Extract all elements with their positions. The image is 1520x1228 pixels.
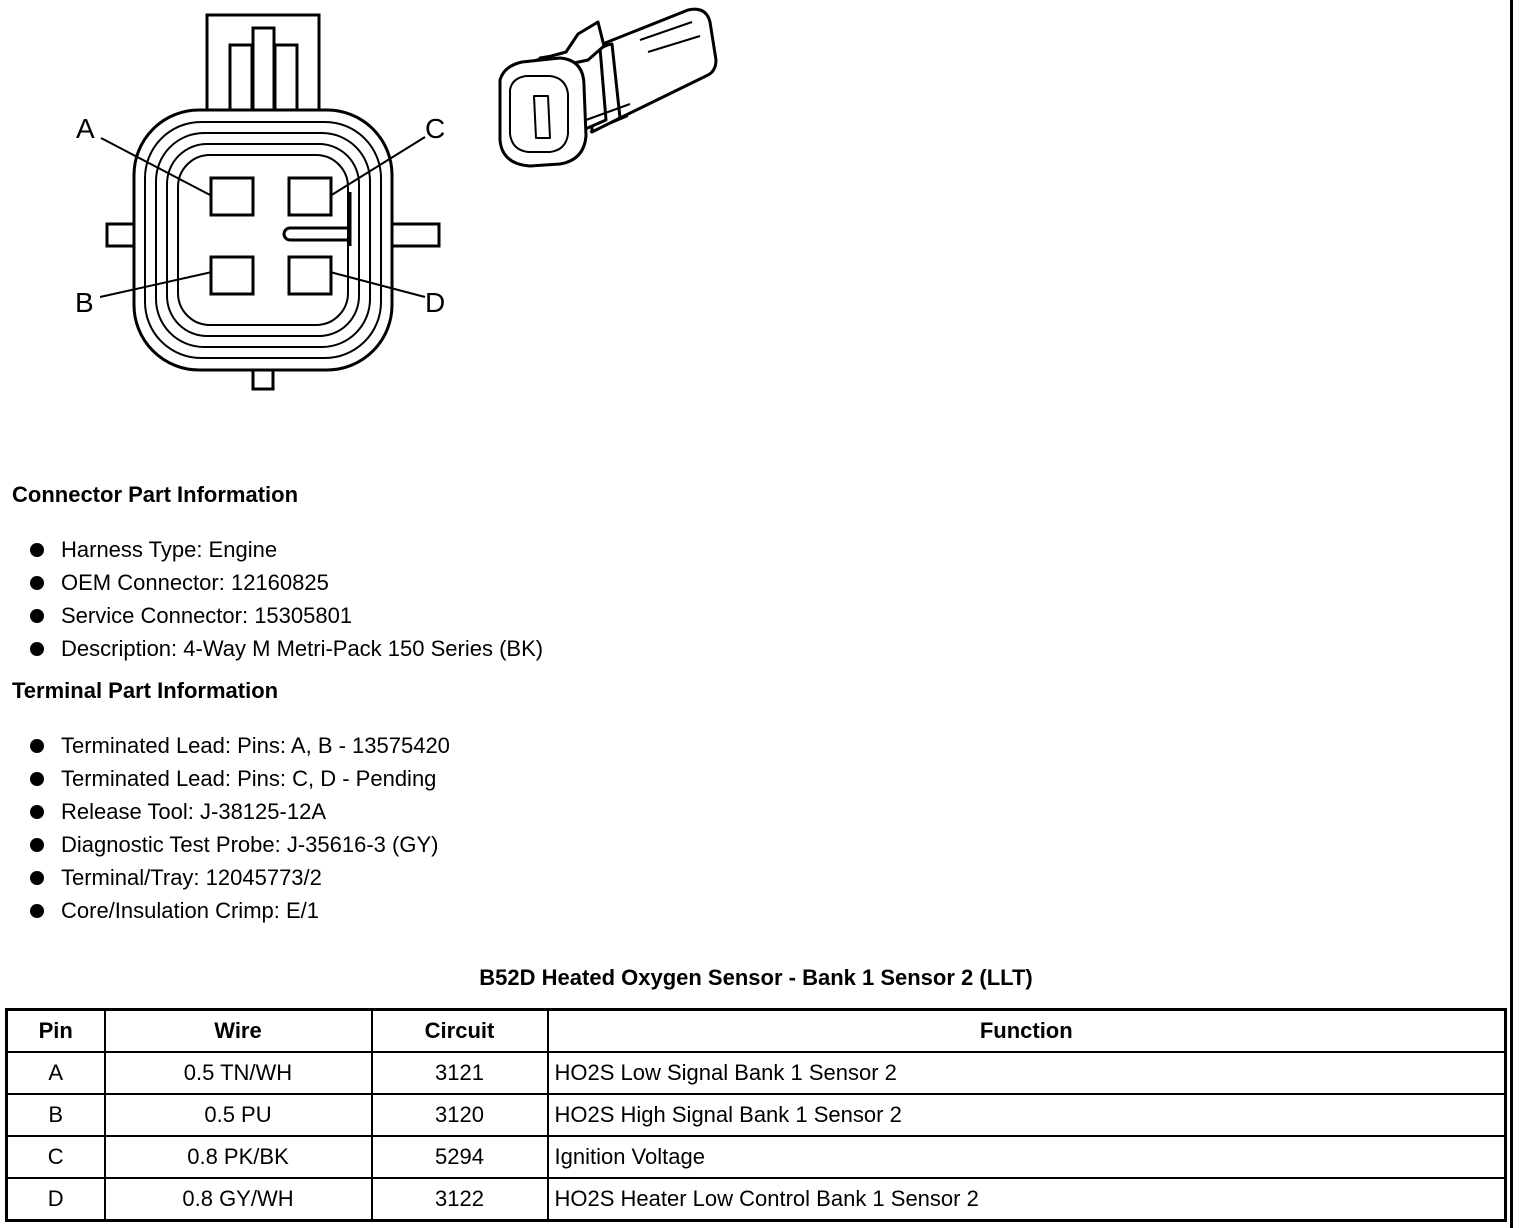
pin-cell: B xyxy=(7,1094,105,1136)
list-item: Terminated Lead: Pins: A, B - 13575420 xyxy=(28,729,450,762)
cavity-b xyxy=(211,257,253,294)
column-header-wire: Wire xyxy=(105,1010,372,1053)
list-item: Description: 4-Way M Metri-Pack 150 Series (BK) xyxy=(28,632,543,665)
table-header-row xyxy=(7,1010,1506,1053)
connector-tab-right xyxy=(392,224,439,246)
list-item: Harness Type: Engine xyxy=(28,533,543,566)
column-header-circuit: Circuit xyxy=(372,1010,548,1053)
circuit-cell: 3122 xyxy=(372,1178,548,1221)
connector-body xyxy=(134,110,392,370)
wire-cell: 0.5 TN/WH xyxy=(105,1052,372,1094)
list-item: Diagnostic Test Probe: J-35616-3 (GY) xyxy=(28,828,450,861)
list-item: OEM Connector: 12160825 xyxy=(28,566,543,599)
pinout-table xyxy=(5,1008,1507,1222)
column-header-pin: Pin xyxy=(7,1010,105,1053)
table-row xyxy=(7,1052,1506,1094)
table-row xyxy=(7,1094,1506,1136)
pin-label-d: D xyxy=(425,287,446,318)
pin-cell: A xyxy=(7,1052,105,1094)
wire-cell: 0.8 GY/WH xyxy=(105,1178,372,1221)
connector-part-info-list xyxy=(28,533,543,665)
pin-label-a: A xyxy=(76,113,95,144)
table-row xyxy=(7,1136,1506,1178)
wire-cell: 0.8 PK/BK xyxy=(105,1136,372,1178)
table-title: B52D Heated Oxygen Sensor - Bank 1 Sensor 2 (LLT) xyxy=(479,965,1033,990)
connector-tab-left xyxy=(107,224,135,246)
function-cell: Ignition Voltage xyxy=(548,1136,1506,1178)
page-border-right xyxy=(1510,0,1513,1228)
list-item: Release Tool: J-38125-12A xyxy=(28,795,450,828)
connector-diagram xyxy=(0,0,760,400)
pin-cell: D xyxy=(7,1178,105,1221)
terminal-part-info-list xyxy=(28,729,450,927)
pin-label-c: C xyxy=(425,113,446,144)
cavity-d xyxy=(289,257,331,294)
function-cell: HO2S Low Signal Bank 1 Sensor 2 xyxy=(548,1052,1506,1094)
pin-cell: C xyxy=(7,1136,105,1178)
connector-part-info-heading: Connector Part Information xyxy=(12,482,299,507)
wire-cell: 0.5 PU xyxy=(105,1094,372,1136)
list-item: Core/Insulation Crimp: E/1 xyxy=(28,894,450,927)
circuit-cell: 3121 xyxy=(372,1052,548,1094)
table-row xyxy=(7,1178,1506,1221)
cavity-a xyxy=(211,178,253,215)
cavity-c xyxy=(289,178,331,215)
function-cell: HO2S High Signal Bank 1 Sensor 2 xyxy=(548,1094,1506,1136)
circuit-cell: 3120 xyxy=(372,1094,548,1136)
circuit-cell: 5294 xyxy=(372,1136,548,1178)
pin-label-b: B xyxy=(75,287,94,318)
column-header-function: Function xyxy=(548,1010,1506,1053)
list-item: Terminated Lead: Pins: C, D - Pending xyxy=(28,762,450,795)
function-cell: HO2S Heater Low Control Bank 1 Sensor 2 xyxy=(548,1178,1506,1221)
list-item: Service Connector: 15305801 xyxy=(28,599,543,632)
terminal-part-info-heading: Terminal Part Information xyxy=(12,678,279,703)
connector-perspective-illustration xyxy=(500,9,716,166)
list-item: Terminal/Tray: 12045773/2 xyxy=(28,861,450,894)
